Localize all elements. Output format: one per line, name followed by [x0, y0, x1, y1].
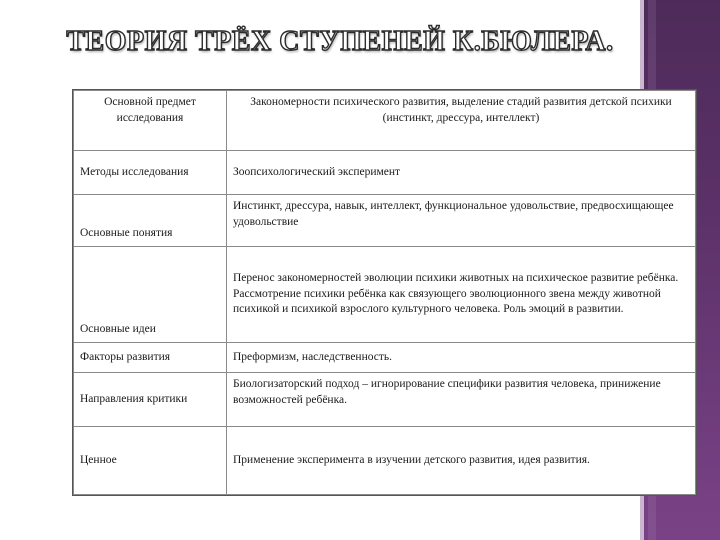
table-row [74, 373, 696, 427]
table-row [74, 247, 696, 343]
row-value-ideas: Перенос закономерностей эволюции психики животных на психическое развитие ребёнка. Рассмотрение психики ребёнка как связующего эволюционного звена между животной психикой и психикой взрослого культурного человека. Роль эмоций в развитии. [227, 247, 696, 343]
row-label-ideas: Основные идеи [74, 247, 227, 343]
table-row [74, 195, 696, 247]
row-value-criticism: Биологизаторский подход – игнорирование специфики развития человека, принижение возможностей ребёнка. [227, 373, 696, 427]
table-row [74, 91, 696, 151]
row-label-subject: Основной предмет исследования [74, 91, 227, 151]
table-row [74, 427, 696, 495]
row-label-valuable: Ценное [74, 427, 227, 495]
row-label-methods: Методы исследования [74, 151, 227, 195]
row-value-factors: Преформизм, наследственность. [227, 343, 696, 373]
row-label-factors: Факторы развития [74, 343, 227, 373]
row-value-concepts: Инстинкт, дрессура, навык, интеллект, функциональное удовольствие, предвосхищающее удовольствие [227, 195, 696, 247]
row-value-subject: Закономерности психического развития, выделение стадий развития детской психики (инстинкт, дрессура, интеллект) [227, 91, 696, 151]
row-value-valuable: Применение эксперимента в изучении детского развития, идея развития. [227, 427, 696, 495]
row-label-criticism: Направления критики [74, 373, 227, 427]
row-label-concepts: Основные понятия [74, 195, 227, 247]
table-row [74, 151, 696, 195]
table-row [74, 343, 696, 373]
theory-table [73, 90, 696, 495]
slide-title: ТЕОРИЯ ТРЁХ СТУПЕНЕЙ К.БЮЛЕРА. [66, 26, 614, 57]
row-value-methods: Зоопсихологический эксперимент [227, 151, 696, 195]
